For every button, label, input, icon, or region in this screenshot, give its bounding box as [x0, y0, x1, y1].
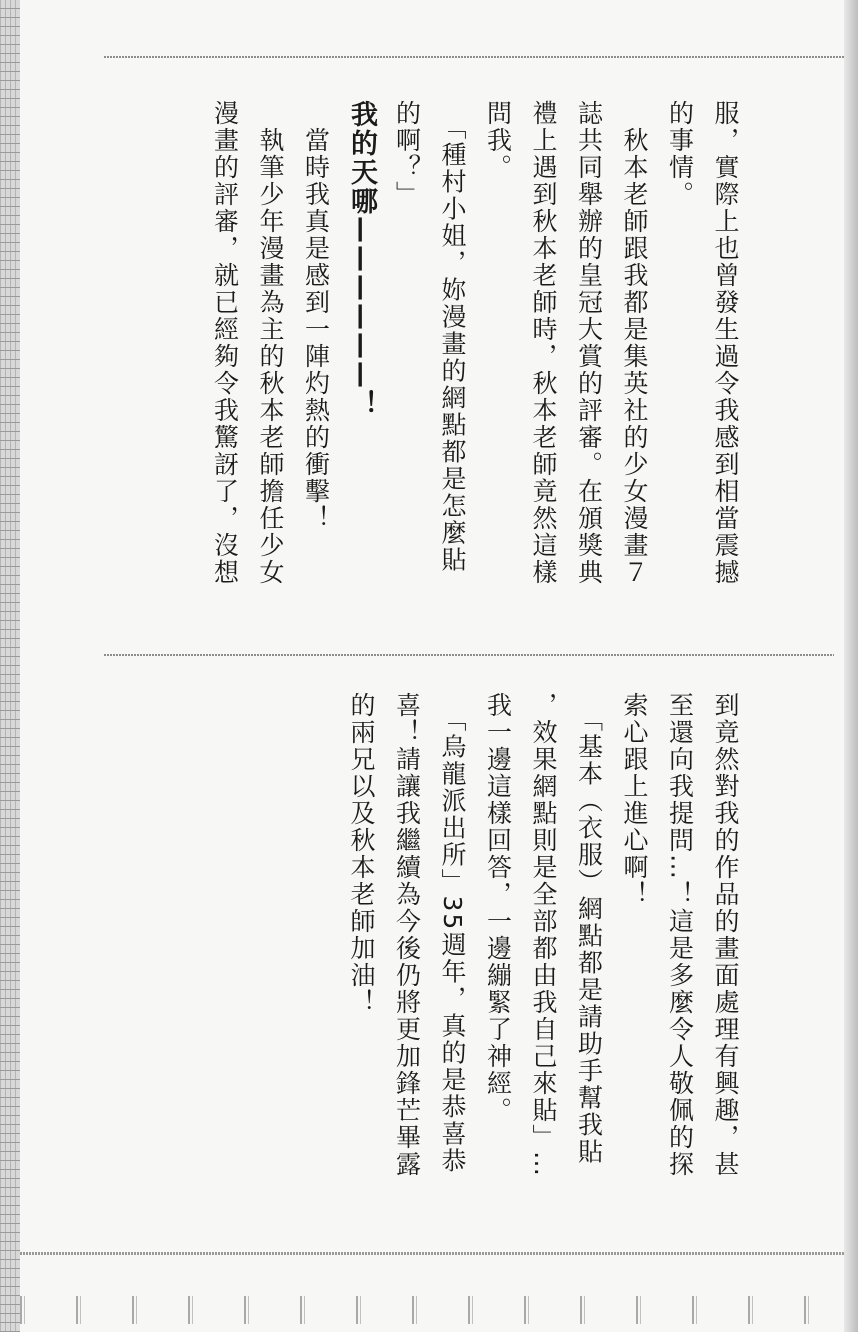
text-line: 「種村小姐，妳漫畫的網點都是怎麼貼 — [438, 100, 467, 574]
text-line: 索心跟上進心啊！ — [620, 692, 649, 908]
bottom-text-block — [339, 692, 749, 1212]
text-line: 服，實際上也曾發生過令我感到相當震撼 — [711, 100, 740, 586]
text-line: 誌共同舉辦的皇冠大賞的評審。在頒獎典 — [574, 100, 604, 586]
text-line: 執筆少年漫畫為主的秋本老師擔任少女 — [256, 100, 285, 586]
top-divider — [104, 56, 844, 58]
text-line: 當時我真是感到一陣灼熱的衝擊！ — [301, 100, 331, 532]
text-line: ，效果網點則是全部都由我自己來貼」… — [529, 692, 558, 1178]
text-line: 漫畫的評審，就已經夠令我驚訝了，沒想 — [210, 100, 240, 586]
right-page-edge — [844, 0, 858, 1332]
text-line: 喜！請讓我繼續為今後仍將更加鋒芒畢露 — [392, 692, 422, 1178]
text-line: 「基本（衣服）網點都是請助手幫我貼 — [574, 692, 604, 1166]
bottom-divider — [20, 1252, 844, 1255]
top-text-block — [202, 100, 748, 620]
text-line: 問我。 — [483, 100, 513, 181]
left-decorative-border — [0, 0, 20, 1332]
text-line: 的兩兄以及秋本老師加油！ — [347, 692, 376, 1016]
text-line: 的事情。 — [665, 100, 695, 208]
text-line: 至還向我提問…！這是多麼令人敬佩的探 — [665, 692, 695, 1178]
text-line: 秋本老師跟我都是集英社的少女漫畫７ — [620, 100, 649, 586]
text-line: 禮上遇到秋本老師時，秋本老師竟然這樣 — [529, 100, 558, 586]
bottom-decorative-border — [20, 1296, 844, 1324]
text-line: 的啊？」 — [392, 100, 422, 208]
text-line: 到竟然對我的作品的畫面處理有興趣，甚 — [711, 692, 740, 1178]
exclamation-heading: 我的天哪——————！ — [346, 100, 377, 419]
text-line: 「烏龍派出所」35週年，真的是恭喜恭 — [438, 692, 467, 1175]
middle-divider — [104, 654, 834, 656]
text-line: 我一邊這樣回答，一邊繃緊了神經。 — [483, 692, 513, 1124]
